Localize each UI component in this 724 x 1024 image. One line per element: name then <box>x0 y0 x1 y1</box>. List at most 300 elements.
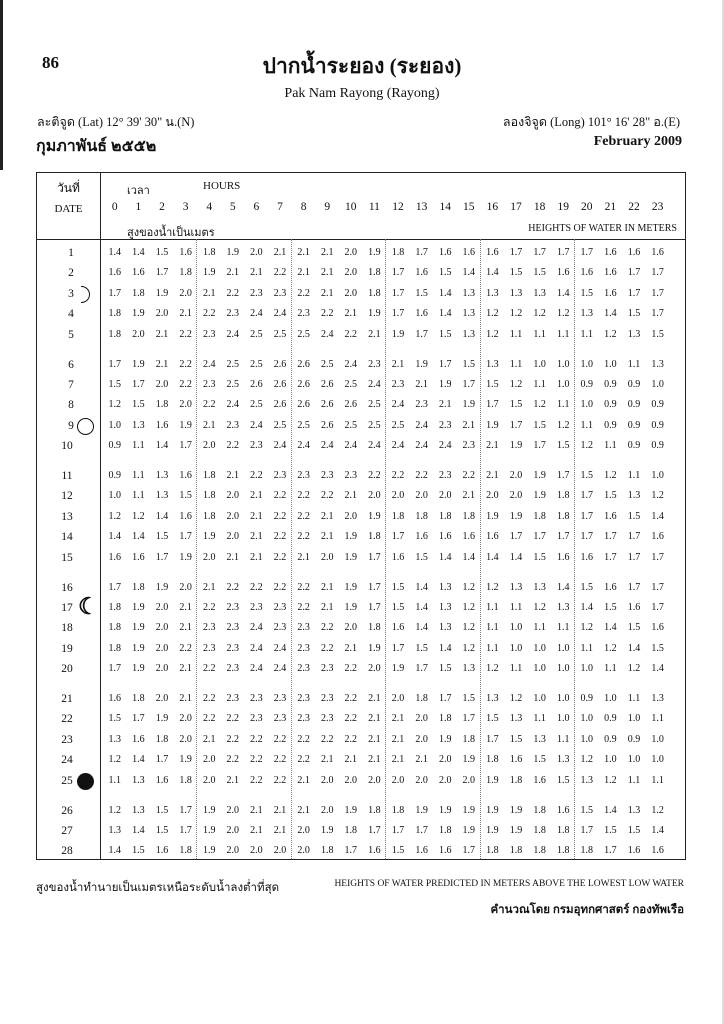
height-cell: 2.1 <box>250 531 263 543</box>
height-cell: 1.3 <box>627 804 641 816</box>
height-cell: 1.8 <box>533 845 546 857</box>
height-cell: 2.2 <box>273 581 287 593</box>
height-cell: 1.0 <box>580 663 594 675</box>
height-cell: 2.4 <box>344 358 358 370</box>
height-cell: 1.7 <box>391 267 405 279</box>
height-cell: 1.2 <box>580 440 594 452</box>
height-cell: 1.5 <box>486 378 499 390</box>
height-cell: 2.5 <box>226 378 240 390</box>
height-cell: 1.5 <box>438 663 452 675</box>
height-cell: 2.3 <box>202 378 216 390</box>
height-cell: 1.8 <box>344 824 358 836</box>
height-cell: 1.6 <box>108 551 122 563</box>
date-cell: 1 <box>68 247 74 259</box>
height-cell: 2.5 <box>320 358 334 370</box>
table-row <box>37 639 685 659</box>
hour-header-4: 4 <box>206 201 213 213</box>
date-cell: 26 <box>61 804 73 817</box>
height-cell: 2.2 <box>179 378 192 390</box>
height-cell: 0.9 <box>627 399 641 411</box>
height-cell: 1.7 <box>556 247 570 258</box>
height-cell: 1.7 <box>580 531 594 543</box>
height-cell: 1.3 <box>556 754 570 766</box>
height-cell: 2.0 <box>438 754 452 766</box>
height-cell: 2.2 <box>273 774 287 786</box>
height-cell: 1.6 <box>651 845 664 857</box>
height-cell: 1.0 <box>509 642 523 654</box>
height-cell: 1.7 <box>108 358 122 370</box>
height-cell: 1.4 <box>132 754 145 766</box>
height-cell: 1.8 <box>556 510 570 522</box>
height-cell: 2.2 <box>250 470 263 481</box>
height-cell: 2.0 <box>250 845 263 857</box>
height-cell: 1.8 <box>368 267 381 279</box>
height-cell: 1.7 <box>132 713 145 725</box>
height-cell: 2.1 <box>297 247 310 258</box>
height-cell: 2.5 <box>250 328 263 340</box>
height-cell: 1.6 <box>438 531 452 543</box>
height-cell: 2.5 <box>368 419 381 431</box>
table-row <box>37 243 685 263</box>
height-cell: 2.2 <box>179 358 192 370</box>
height-cell: 2.3 <box>202 642 216 654</box>
height-cell: 2.1 <box>179 601 192 613</box>
height-cell: 1.9 <box>202 804 216 816</box>
height-cell: 1.9 <box>179 419 192 431</box>
height-cell: 2.2 <box>391 470 405 481</box>
height-cell: 1.3 <box>438 581 452 593</box>
height-cell: 1.0 <box>533 693 546 704</box>
height-cell: 2.2 <box>320 490 334 502</box>
height-cell: 2.3 <box>320 693 334 704</box>
date-cell: 7 <box>68 378 74 391</box>
height-cell: 1.8 <box>462 733 476 745</box>
height-cell: 1.4 <box>604 308 617 320</box>
height-cell: 1.9 <box>202 845 216 857</box>
hour-header-18: 18 <box>533 201 546 213</box>
height-cell: 0.9 <box>604 733 617 745</box>
height-cell: 1.9 <box>179 754 192 766</box>
height-cell: 2.1 <box>415 378 428 390</box>
height-cell: 1.5 <box>533 419 546 431</box>
height-cell: 2.3 <box>320 713 334 725</box>
height-cell: 1.3 <box>132 804 145 816</box>
height-cell: 1.5 <box>391 581 405 593</box>
height-cell: 1.3 <box>462 287 476 299</box>
height-cell: 1.5 <box>108 378 122 390</box>
height-cell: 1.3 <box>486 287 499 299</box>
height-cell: 1.1 <box>533 622 546 634</box>
height-cell: 1.8 <box>155 733 169 745</box>
height-cell: 1.7 <box>509 531 523 543</box>
footnote-thai: สูงของน้ำทำนายเป็นเมตรเหนือระดับน้ำลงต่ำที่สุด <box>36 882 280 894</box>
height-cell: 2.0 <box>344 267 358 279</box>
height-cell: 1.2 <box>651 804 664 816</box>
hour-header-14: 14 <box>439 201 451 213</box>
height-cell: 1.0 <box>604 693 617 704</box>
height-cell: 1.9 <box>368 510 381 522</box>
height-cell: 1.5 <box>462 358 476 370</box>
height-cell: 1.8 <box>202 490 216 502</box>
height-cell: 1.6 <box>179 247 192 258</box>
height-cell: 1.2 <box>108 510 122 522</box>
height-cell: 2.5 <box>391 419 405 431</box>
height-cell: 2.4 <box>415 419 428 431</box>
height-cell: 0.9 <box>604 378 617 390</box>
latitude-label: ละติจูด (Lat) 12° 39' 30" น.(N) <box>37 115 195 129</box>
height-cell: 1.4 <box>462 551 476 563</box>
height-cell: 1.7 <box>438 693 452 704</box>
month-thai: กุมภาพันธ์ ๒๕๕๒ <box>36 138 157 155</box>
height-cell: 1.4 <box>462 267 476 279</box>
height-cell: 1.1 <box>651 774 664 786</box>
height-cell: 1.0 <box>556 358 570 370</box>
height-cell: 1.9 <box>155 713 169 725</box>
height-cell: 2.2 <box>320 733 334 745</box>
height-cell: 2.1 <box>226 470 240 481</box>
height-cell: 1.0 <box>556 713 570 725</box>
height-cell: 1.5 <box>556 440 570 452</box>
height-cell: 2.6 <box>297 378 310 390</box>
height-cell: 1.8 <box>580 845 594 857</box>
height-cell: 1.6 <box>155 419 169 431</box>
height-cell: 2.4 <box>273 440 287 452</box>
date-cell: 18 <box>61 622 73 635</box>
height-cell: 2.2 <box>202 308 216 320</box>
height-cell: 1.7 <box>415 824 428 836</box>
height-cell: 2.2 <box>179 328 192 340</box>
height-cell: 2.3 <box>391 378 405 390</box>
height-cell: 1.1 <box>108 774 122 786</box>
height-cell: 2.1 <box>273 247 287 258</box>
height-cell: 1.7 <box>391 642 405 654</box>
height-cell: 1.2 <box>580 622 594 634</box>
height-cell: 1.3 <box>580 308 594 320</box>
height-cell: 1.5 <box>580 804 594 816</box>
height-cell: 1.2 <box>108 804 122 816</box>
table-row <box>37 659 685 679</box>
height-cell: 1.9 <box>155 581 169 593</box>
height-cell: 1.9 <box>368 642 381 654</box>
height-cell: 1.1 <box>580 328 594 340</box>
height-cell: 1.5 <box>627 308 641 320</box>
hour-header-13: 13 <box>415 201 428 213</box>
table-row <box>37 709 685 729</box>
height-cell: 1.1 <box>627 693 641 704</box>
height-cell: 1.9 <box>391 328 405 340</box>
height-cell: 2.3 <box>250 287 263 299</box>
full-moon-icon <box>77 418 94 435</box>
height-cell: 2.2 <box>226 713 240 725</box>
height-cell: 2.0 <box>438 490 452 502</box>
height-cell: 2.1 <box>155 328 169 340</box>
height-cell: 1.5 <box>155 804 169 816</box>
height-cell: 2.5 <box>226 358 240 370</box>
height-cell: 1.1 <box>533 713 546 725</box>
height-cell: 2.4 <box>391 440 405 452</box>
height-cell: 1.0 <box>556 378 570 390</box>
height-cell: 0.9 <box>651 419 664 431</box>
height-cell: 1.6 <box>415 308 428 320</box>
table-row <box>37 618 685 638</box>
height-cell: 1.8 <box>368 287 381 299</box>
height-cell: 1.3 <box>509 581 523 593</box>
height-cell: 1.3 <box>580 774 594 786</box>
height-cell: 2.0 <box>344 247 358 258</box>
footnote-english: HEIGHTS OF WATER PREDICTED IN METERS ABOVE THE LOWEST LOW WATER <box>334 879 684 889</box>
height-cell: 2.3 <box>226 693 240 704</box>
height-cell: 1.2 <box>604 328 617 340</box>
height-cell: 1.7 <box>415 663 428 675</box>
height-cell: 1.3 <box>533 287 546 299</box>
date-cell: 5 <box>68 328 74 341</box>
height-cell: 1.7 <box>533 440 546 452</box>
height-cell: 2.2 <box>297 733 310 745</box>
height-cell: 1.6 <box>651 531 664 543</box>
height-cell: 2.4 <box>226 399 240 411</box>
height-cell: 2.3 <box>320 470 334 481</box>
height-cell: 2.3 <box>273 601 287 613</box>
height-cell: 1.9 <box>486 824 499 836</box>
height-cell: 1.7 <box>179 440 192 452</box>
height-cell: 1.6 <box>580 267 594 279</box>
table-row <box>37 486 685 506</box>
height-cell: 1.7 <box>580 510 594 522</box>
date-cell: 23 <box>61 733 73 746</box>
height-cell: 2.0 <box>509 470 523 481</box>
date-cell: 25 <box>61 774 73 787</box>
height-cell: 2.3 <box>226 601 240 613</box>
height-cell: 1.4 <box>651 824 664 836</box>
height-cell: 2.1 <box>320 601 334 613</box>
last-quarter-moon-icon: ☾ <box>78 593 99 619</box>
height-cell: 2.1 <box>344 308 358 320</box>
height-cell: 1.7 <box>651 308 664 320</box>
table-row <box>37 325 685 345</box>
height-cell: 0.9 <box>651 399 664 411</box>
height-cell: 2.0 <box>344 774 358 786</box>
height-cell: 1.9 <box>132 622 145 634</box>
height-cell: 1.9 <box>462 754 476 766</box>
height-cell: 1.1 <box>604 663 617 675</box>
height-cell: 1.2 <box>486 308 499 320</box>
height-cell: 1.2 <box>509 378 523 390</box>
height-cell: 2.5 <box>273 328 287 340</box>
height-cell: 2.2 <box>250 754 263 766</box>
height-cell: 1.8 <box>202 470 216 481</box>
height-cell: 1.0 <box>556 663 570 675</box>
height-cell: 2.4 <box>250 308 263 320</box>
height-cell: 2.2 <box>273 531 287 543</box>
height-cell: 2.3 <box>297 693 310 704</box>
date-cell: 8 <box>68 399 74 412</box>
height-cell: 2.0 <box>415 713 428 725</box>
height-cell: 1.7 <box>651 601 664 613</box>
height-cell: 1.4 <box>651 510 664 522</box>
height-cell: 1.6 <box>438 247 452 258</box>
date-cell: 27 <box>61 824 73 837</box>
height-cell: 2.2 <box>344 663 358 675</box>
height-cell: 1.7 <box>368 824 381 836</box>
height-cell: 2.1 <box>368 754 381 766</box>
height-cell: 2.2 <box>320 642 334 654</box>
height-cell: 1.6 <box>604 287 617 299</box>
height-cell: 1.9 <box>509 804 523 816</box>
height-cell: 1.4 <box>132 824 145 836</box>
height-cell: 1.7 <box>155 551 169 563</box>
height-cell: 2.1 <box>415 754 428 766</box>
height-cell: 2.0 <box>462 774 476 786</box>
height-cell: 2.0 <box>179 581 192 593</box>
height-cell: 1.3 <box>108 733 122 745</box>
height-cell: 2.1 <box>344 490 358 502</box>
height-cell: 2.4 <box>297 440 310 452</box>
height-cell: 1.7 <box>391 824 405 836</box>
height-cell: 2.1 <box>297 774 310 786</box>
height-cell: 1.7 <box>391 531 405 543</box>
height-cell: 1.8 <box>108 601 122 613</box>
height-cell: 1.4 <box>415 601 428 613</box>
height-cell: 1.0 <box>580 713 594 725</box>
height-cell: 1.4 <box>108 247 122 258</box>
height-cell: 1.0 <box>651 378 664 390</box>
height-cell: 1.4 <box>438 308 452 320</box>
height-cell: 1.5 <box>509 399 523 411</box>
height-cell: 1.7 <box>368 581 381 593</box>
height-cell: 1.5 <box>580 287 594 299</box>
height-cell: 1.5 <box>391 845 405 857</box>
height-cell: 2.5 <box>297 419 310 431</box>
height-cell: 1.5 <box>556 774 570 786</box>
height-cell: 1.8 <box>132 581 145 593</box>
height-cell: 2.1 <box>250 551 263 563</box>
height-cell: 1.2 <box>604 470 617 481</box>
height-cell: 2.0 <box>297 845 310 857</box>
height-cell: 1.2 <box>604 642 617 654</box>
height-cell: 2.2 <box>202 663 216 675</box>
height-cell: 1.1 <box>604 440 617 452</box>
height-cell: 1.7 <box>533 531 546 543</box>
height-cell: 1.8 <box>108 642 122 654</box>
height-cell: 2.6 <box>320 399 334 411</box>
height-cell: 2.0 <box>202 774 216 786</box>
height-cell: 1.8 <box>415 693 428 704</box>
height-cell: 1.4 <box>108 845 122 857</box>
height-cell: 1.7 <box>462 713 476 725</box>
height-cell: 1.9 <box>344 601 358 613</box>
height-cell: 2.1 <box>250 267 263 279</box>
table-row <box>37 750 685 770</box>
height-cell: 1.0 <box>533 663 546 675</box>
height-cell: 2.1 <box>486 470 499 481</box>
height-cell: 1.8 <box>108 328 122 340</box>
height-cell: 1.6 <box>132 733 145 745</box>
height-cell: 1.3 <box>627 490 641 502</box>
station-title-thai: ปากน้ำระยอง (ระยอง) <box>262 54 462 78</box>
height-cell: 2.4 <box>320 328 334 340</box>
height-cell: 2.6 <box>320 419 334 431</box>
height-cell: 1.6 <box>651 622 664 634</box>
height-cell: 2.0 <box>202 754 216 766</box>
height-cell: 2.4 <box>226 328 240 340</box>
height-cell: 1.9 <box>415 804 428 816</box>
date-cell: 11 <box>61 470 73 482</box>
height-cell: 1.8 <box>132 287 145 299</box>
height-cell: 1.5 <box>391 601 405 613</box>
height-cell: 2.0 <box>155 663 169 675</box>
height-cell: 1.5 <box>509 733 523 745</box>
height-cell: 1.9 <box>486 510 499 522</box>
height-cell: 1.6 <box>627 845 641 857</box>
height-cell: 1.2 <box>462 601 476 613</box>
height-cell: 2.1 <box>179 308 192 320</box>
height-cell: 1.9 <box>344 531 358 543</box>
height-cell: 2.4 <box>320 440 334 452</box>
height-cell: 1.1 <box>132 440 145 452</box>
height-cell: 2.2 <box>297 754 310 766</box>
height-cell: 1.6 <box>556 267 570 279</box>
height-cell: 2.3 <box>297 713 310 725</box>
hour-header-15: 15 <box>463 201 475 213</box>
height-cell: 1.5 <box>509 267 523 279</box>
height-cell: 2.0 <box>320 774 334 786</box>
height-cell: 1.5 <box>627 510 641 522</box>
height-cell: 2.2 <box>297 287 310 299</box>
height-cell: 2.0 <box>155 378 169 390</box>
height-cell: 1.4 <box>155 510 169 522</box>
table-row <box>37 263 685 283</box>
height-cell: 1.7 <box>604 845 617 857</box>
height-cell: 2.5 <box>368 399 381 411</box>
station-title-english: Pak Nam Rayong (Rayong) <box>284 86 440 101</box>
height-cell: 1.9 <box>368 247 381 258</box>
height-cell: 2.3 <box>297 622 310 634</box>
height-label-thai: สูงของน้ำเป็นเมตร <box>127 227 215 239</box>
table-row <box>37 578 685 598</box>
height-cell: 1.7 <box>108 581 122 593</box>
hour-header-22: 22 <box>628 201 640 213</box>
height-cell: 2.6 <box>273 358 287 370</box>
height-cell: 1.4 <box>604 804 617 816</box>
height-cell: 2.0 <box>202 551 216 563</box>
height-cell: 1.0 <box>580 399 594 411</box>
height-cell: 1.9 <box>486 804 499 816</box>
height-cell: 2.1 <box>226 551 240 563</box>
height-cell: 1.6 <box>486 531 499 543</box>
table-row <box>37 416 685 436</box>
height-cell: 1.7 <box>179 804 192 816</box>
time-label-thai: เวลา <box>127 185 150 197</box>
height-cell: 1.6 <box>132 267 145 279</box>
height-cell: 1.8 <box>179 267 192 279</box>
table-row <box>37 801 685 821</box>
height-cell: 2.2 <box>273 510 287 522</box>
height-cell: 2.2 <box>273 490 287 502</box>
height-cell: 1.0 <box>556 642 570 654</box>
height-cell: 1.7 <box>556 470 570 481</box>
height-cell: 1.2 <box>132 510 145 522</box>
date-cell: 12 <box>61 490 73 503</box>
height-cell: 1.4 <box>438 287 452 299</box>
height-cell: 1.4 <box>132 247 145 258</box>
height-cell: 1.5 <box>438 267 452 279</box>
height-cell: 1.1 <box>556 399 570 411</box>
height-cell: 2.4 <box>368 378 381 390</box>
height-cell: 1.1 <box>509 601 523 613</box>
date-cell: 10 <box>61 440 73 453</box>
height-cell: 1.7 <box>462 378 476 390</box>
height-cell: 1.4 <box>627 642 641 654</box>
